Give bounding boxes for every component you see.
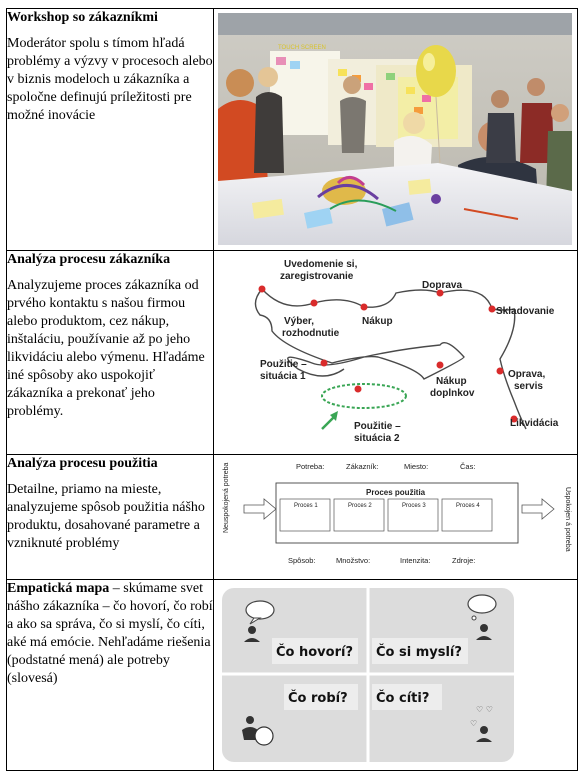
thinks-label: Čo si myslí? bbox=[376, 645, 462, 660]
input-arrow bbox=[244, 499, 276, 519]
label-neuspokojena: Neuspokojená potreba bbox=[223, 462, 230, 533]
svg-text:♡: ♡ bbox=[470, 719, 478, 728]
label-rozhodnutie: rozhodnutie bbox=[282, 328, 340, 339]
feels-label: Čo cíti? bbox=[376, 691, 430, 706]
table-row bbox=[7, 9, 578, 251]
usage-process-diagram bbox=[214, 455, 577, 579]
label-pouzitie2-a: Použitie – bbox=[354, 421, 401, 432]
label-nakup: Nákup bbox=[362, 316, 393, 327]
label-mnozstvo: Množstvo: bbox=[336, 556, 371, 565]
label-sposob: Spôsob: bbox=[288, 556, 316, 565]
label-uspokojena: Uspokojen á potreba bbox=[564, 487, 571, 552]
node-oprava bbox=[497, 368, 504, 375]
empathy-map-description bbox=[7, 580, 213, 688]
empathy-map-title: Empatická mapa bbox=[7, 581, 110, 596]
label-intenzita: Intenzita: bbox=[400, 556, 431, 565]
workshop-photo bbox=[218, 13, 572, 245]
label-servis: servis bbox=[514, 381, 543, 392]
usage-process-text-cell bbox=[7, 455, 214, 580]
says-label: Čo hovorí? bbox=[276, 645, 353, 660]
empathy-map-text: – skúmame svet nášho zákazníka – čo hovorí, čo robí a ako sa správa, čo si myslí, čo cíti, aké má emócie. Nehľadáme riešenia (podstatné mená) ale potreby (slovesá) bbox=[7, 581, 213, 686]
label-zdroje: Zdroje: bbox=[452, 556, 476, 565]
label-pouzitie2-b: situácia 2 bbox=[354, 433, 400, 444]
empathy-map-cell bbox=[214, 580, 578, 771]
label-zaregistrovanie: zaregistrovanie bbox=[280, 271, 354, 282]
table-row bbox=[7, 251, 578, 455]
node-pouzitie1 bbox=[321, 360, 328, 367]
label-doprava: Doprava bbox=[422, 280, 463, 291]
workshop-photo-cell bbox=[214, 9, 578, 251]
usage-process-cell bbox=[214, 455, 578, 580]
workshop-text-cell bbox=[7, 9, 214, 251]
process-step-4: Proces 4 bbox=[456, 503, 480, 509]
method-table bbox=[6, 8, 578, 771]
node-uvedomenie bbox=[259, 286, 266, 293]
label-skladovanie: Skladovanie bbox=[496, 306, 555, 317]
process-step-2: Proces 2 bbox=[348, 503, 372, 509]
label-potreba: Potreba: bbox=[296, 462, 325, 471]
node-vyber bbox=[311, 300, 318, 307]
table-row bbox=[7, 455, 578, 580]
label-pouzitie1-b: situácia 1 bbox=[260, 371, 306, 382]
label-zakaznik: Zákazník: bbox=[346, 462, 379, 471]
empathy-map-text-cell bbox=[7, 580, 214, 771]
usage-process-title: Analýza procesu použitia bbox=[7, 456, 158, 471]
table-row bbox=[7, 580, 578, 771]
label-nakup-doplnkov-b: doplnkov bbox=[430, 388, 475, 399]
label-cas: Čas: bbox=[460, 462, 476, 471]
photo-banner: TOUCH SCREEN bbox=[278, 45, 326, 51]
process-title: Proces použitia bbox=[366, 488, 426, 497]
label-nakup-doplnkov-a: Nákup bbox=[436, 376, 467, 387]
label-uvedomenie: Uvedomenie si, bbox=[284, 259, 358, 270]
label-pouzitie1-a: Použitie – bbox=[260, 359, 307, 370]
node-skladovanie bbox=[489, 306, 496, 313]
process-step-3: Proces 3 bbox=[402, 503, 426, 509]
label-likvidacia: Likvidácia bbox=[510, 418, 559, 429]
label-miesto: Miesto: bbox=[404, 462, 429, 471]
node-nakup-doplnkov bbox=[437, 362, 444, 369]
customer-journey-diagram bbox=[214, 251, 577, 454]
customer-process-text-cell bbox=[7, 251, 214, 455]
label-vyber: Výber, bbox=[284, 316, 315, 327]
does-label: Čo robí? bbox=[288, 691, 348, 706]
customer-journey-cell bbox=[214, 251, 578, 455]
highlight-ellipse bbox=[322, 384, 406, 408]
customer-process-title: Analýza procesu zákazníka bbox=[7, 252, 171, 267]
label-oprava: Oprava, bbox=[508, 369, 546, 380]
workshop-title: Workshop so zákazníkmi bbox=[7, 10, 158, 25]
empathy-map bbox=[214, 580, 577, 770]
node-nakup bbox=[361, 304, 368, 311]
customer-process-description: Analyzujeme proces zákazníka od prvého kontaktu s našou firmou alebo produktom, cez nákup, inštaláciu, používanie až po jeho likvidáciu alebo výmenu. Hľadáme iné spôsoby ako uspokojiť zákazníka a prekonať jeho problémy. bbox=[7, 278, 205, 419]
svg-text:♡ ♡: ♡ ♡ bbox=[476, 705, 493, 714]
workshop-description: Moderátor spolu s tímom hľadá problémy a výzvy v procesoch alebo v biznis modeloch u zákazníka a spoločne definujú príležitosti pre možné inovácie bbox=[7, 36, 213, 123]
node-pouzitie2 bbox=[355, 386, 362, 393]
output-arrow bbox=[522, 499, 554, 519]
process-step-1: Proces 1 bbox=[294, 503, 318, 509]
usage-process-description: Detailne, priamo na mieste, analyzujeme spôsob použitia nášho produktu, dosahované parametre a vzniknuté problémy bbox=[7, 482, 205, 551]
